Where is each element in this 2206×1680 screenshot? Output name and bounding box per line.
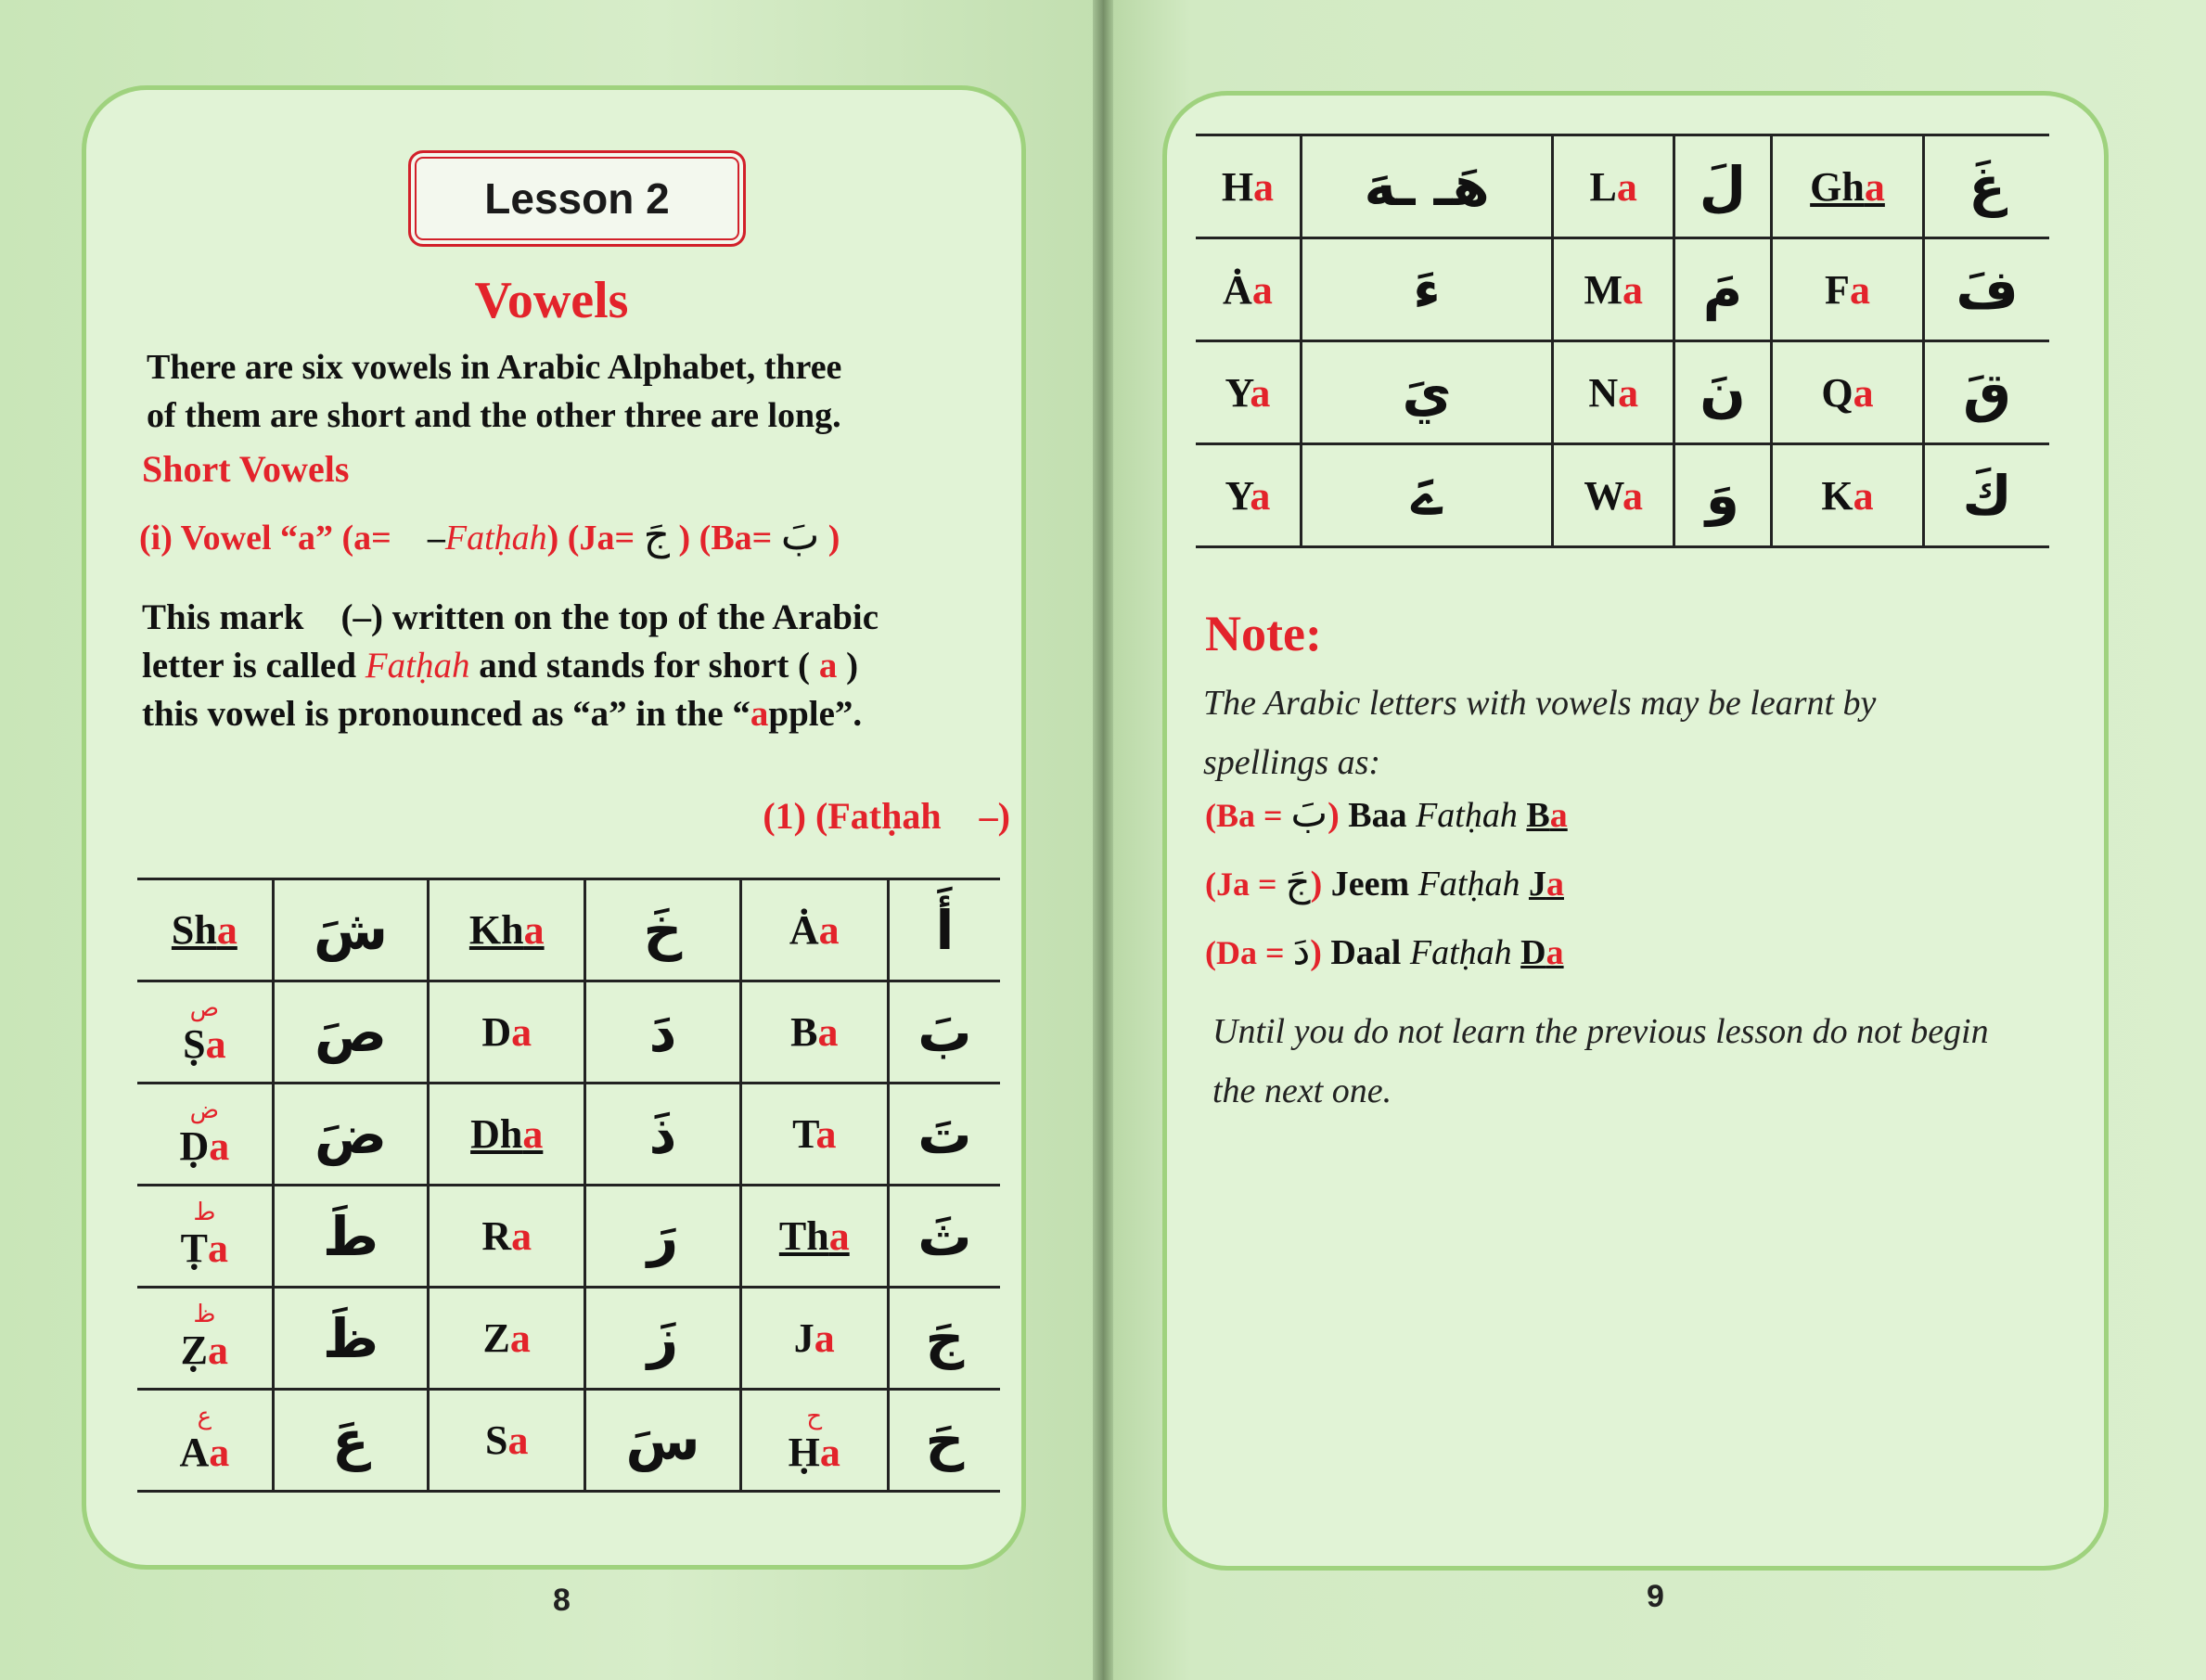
arabic-letter-cell: هَـ ـهَ [1301,135,1552,238]
transliteration: Sa [484,1417,529,1463]
letter-hint: ح [806,1403,823,1430]
transliteration: Gha [1810,163,1885,210]
arabic-letter-cell: قَ [1924,341,2049,444]
arabic-letter-cell: ےَ [1301,444,1552,547]
mark-line-2 [142,642,879,690]
until-line-2: the next one. [1212,1071,1392,1110]
transliteration-cell [1771,341,1923,444]
spelling-name: Baa [1348,796,1417,835]
spelling-result: Ja [1528,865,1564,904]
transliteration-cell [429,1186,585,1288]
spelling-result: Ba [1526,796,1568,835]
arabic-letter-cell: يَ [1301,341,1552,444]
arabic-letter-cell: كَ [1924,444,2049,547]
transliteration: Ka [1821,472,1874,519]
arabic-letter-cell: ءَ [1301,238,1552,341]
text-part: letter is called [142,646,366,686]
arabic-letter-cell: فَ [1924,238,2049,341]
transliteration-cell [740,879,888,981]
apple-a: a [750,694,769,734]
letter-hint: ط [193,1199,216,1226]
arabic-letter-cell: سَ [585,1390,741,1492]
spelling-pre: (Ba = [1205,797,1291,834]
transliteration: Ḥa [788,1430,840,1475]
transliteration-cell [1553,238,1674,341]
table-row [1196,135,2049,238]
transliteration-cell [1553,341,1674,444]
intro-line-2: of them are short and the other three are long. [147,396,841,435]
mark-line-1: This mark (َ–) written on the top of the Arabic [142,597,879,637]
transliteration-cell [1771,444,1923,547]
transliteration-cell [1553,135,1674,238]
transliteration-cell [740,981,888,1084]
table-row [137,1084,1000,1186]
vowel-a-line [139,512,840,559]
spelling-fathah: Fatḥah [1417,865,1529,904]
spelling-post: ) [1310,933,1331,972]
transliteration: Da [481,1009,532,1055]
table-row [1196,341,2049,444]
transliteration-cell [1196,135,1301,238]
transliteration: Qa [1821,369,1874,416]
fathah-mark: َ– [427,519,445,558]
vowel-line-part: (i) Vowel “a” (a= [139,519,428,558]
transliteration: Ma [1584,266,1643,313]
spelling-pre: (Da = [1205,934,1293,971]
arabic-letter-cell: عَ [273,1390,429,1492]
transliteration-cell [740,1084,888,1186]
transliteration-cell [429,879,585,981]
fathah-label-text: (1) (Fatḥah َ–) [763,795,1010,837]
until-paragraph [1212,1002,1989,1121]
arabic-letter-cell: تَ [888,1084,1000,1186]
fathah-word: Fatḥah [444,519,547,558]
transliteration-cell [137,1390,273,1492]
transliteration: Aa [179,1430,230,1475]
transliteration: Ȧa [789,907,840,953]
arabic-letter-cell: نَ [1674,341,1772,444]
spelling-pre: (Ja = [1205,866,1286,903]
short-a: a [818,646,838,686]
transliteration: Tha [778,1213,850,1259]
spelling-row [1205,859,1568,928]
spelling-row [1205,790,1568,859]
arabic-letter-cell: ضَ [273,1084,429,1186]
arabic-letter-cell: دَ [585,981,741,1084]
spelling-name: Daal [1330,933,1410,972]
arabic-letter-cell: لَ [1674,135,1772,238]
table-row [137,1390,1000,1492]
fathah-label [763,794,1010,838]
arabic-letter-cell: شَ [273,879,429,981]
arabic-letter-cell: ذَ [585,1084,741,1186]
arabic-letter-cell: طَ [273,1186,429,1288]
arabic-letter-cell: صَ [273,981,429,1084]
mark-line-3 [142,690,879,738]
lesson-title-box [408,150,746,247]
spelling-post: ) [1327,796,1349,835]
note-heading: Note: [1205,606,1322,661]
transliteration-cell [1771,238,1923,341]
arabic-letter-cell: مَ [1674,238,1772,341]
spelling-result: Da [1520,933,1564,972]
transliteration-cell [137,981,273,1084]
transliteration-cell [1196,238,1301,341]
spelling-fathah: Fatḥah [1409,933,1521,972]
transliteration-cell [137,1084,273,1186]
letter-hint: ص [189,994,220,1022]
vowel-line-part: ) (Ba= [670,519,781,558]
table-row [137,1186,1000,1288]
transliteration-cell [740,1390,888,1492]
transliteration-cell [429,1084,585,1186]
transliteration-cell [740,1186,888,1288]
transliteration: Ẓa [180,1327,229,1373]
vowel-line-part: ) [819,519,840,558]
arabic-letter-cell: جَ [888,1288,1000,1390]
letter-hint: ض [189,1096,220,1124]
transliteration-cell [1771,135,1923,238]
letter-hint: ع [197,1403,212,1430]
vowels-heading: Vowels [474,272,629,329]
spelling-post: ) [1310,865,1331,904]
ba-letter: بَ [780,512,820,559]
transliteration: Ha [1221,163,1275,210]
page-number-right: 9 [1647,1579,1664,1614]
note-paragraph [1203,673,1876,792]
table-row [1196,238,2049,341]
arabic-letter-cell: ظَ [273,1288,429,1390]
transliteration: Ȧa [1223,266,1273,313]
arabic-letter-cell: ثَ [888,1186,1000,1288]
arabic-letter-cell: بَ [888,981,1000,1084]
transliteration: Za [482,1315,531,1361]
fathah-word: Fatḥah [365,646,470,686]
transliteration-cell [1196,444,1301,547]
arabic-letter-cell: زَ [585,1288,741,1390]
spelling-list [1205,790,1568,996]
transliteration: Kha [468,907,545,953]
spelling-arabic: دَ [1292,928,1311,973]
vowel-line-part: ) (Ja= [546,519,644,558]
transliteration: Ya [1225,472,1271,519]
text-part: this vowel is pronounced as “a” in the “ [142,694,750,734]
transliteration-cell [740,1288,888,1390]
arabic-letter-cell: حَ [888,1390,1000,1492]
table-row [1196,444,2049,547]
transliteration: Fa [1825,266,1870,313]
spelling-name: Jeem [1330,865,1418,904]
transliteration-cell [429,1390,585,1492]
spelling-arabic: جَ [1285,859,1311,904]
right-letter-table [1196,134,2049,548]
ja-letter: جَ [643,512,671,559]
table-row [137,1288,1000,1390]
transliteration-cell [429,981,585,1084]
transliteration-cell [1196,341,1301,444]
arabic-letter-cell: وَ [1674,444,1772,547]
arabic-letter-cell: أَ [888,879,1000,981]
spelling-fathah: Fatḥah [1416,796,1527,835]
table-row [137,981,1000,1084]
until-line-1: Until you do not learn the previous lesson do not begin [1212,1012,1989,1051]
right-page [1103,0,2206,1680]
spelling-arabic: بَ [1290,790,1328,836]
transliteration: Ṣa [183,1021,226,1067]
transliteration-cell [429,1288,585,1390]
intro-paragraph [147,343,841,440]
transliteration-cell [137,1186,273,1288]
note-line-2: spellings as: [1203,743,1381,782]
book-gutter [1093,0,1113,1680]
arabic-letter-cell: رَ [585,1186,741,1288]
transliteration-cell [137,1288,273,1390]
transliteration: Ta [792,1111,837,1157]
transliteration: Ja [793,1315,835,1361]
transliteration: Ya [1225,369,1271,416]
arabic-letter-cell: غَ [1924,135,2049,238]
transliteration: Sha [171,907,237,953]
letter-hint: ظ [193,1301,216,1328]
transliteration: Ra [481,1213,532,1259]
text-part: and stands for short ( [469,646,819,686]
mark-paragraph [142,594,879,738]
lesson-title: Lesson 2 [484,174,670,223]
left-letter-table [137,878,1000,1493]
transliteration: Na [1588,369,1639,416]
intro-line-1: There are six vowels in Arabic Alphabet, three [147,348,842,387]
transliteration-cell [1553,444,1674,547]
transliteration: Ba [790,1009,839,1055]
table-row [137,879,1000,981]
transliteration: Ḍa [179,1123,230,1169]
note-line-1: The Arabic letters with vowels may be learnt by [1203,684,1877,723]
spelling-row [1205,928,1568,996]
transliteration-cell [137,879,273,981]
arabic-letter-cell: خَ [585,879,741,981]
transliteration: La [1589,163,1637,210]
short-vowels-heading: Short Vowels [142,448,350,490]
page-number-left: 8 [553,1583,571,1618]
text-part: ) [837,646,859,686]
transliteration: Wa [1584,472,1643,519]
text-part: pple”. [768,694,863,734]
transliteration: Ṭa [180,1225,229,1271]
transliteration: Dha [470,1111,544,1157]
